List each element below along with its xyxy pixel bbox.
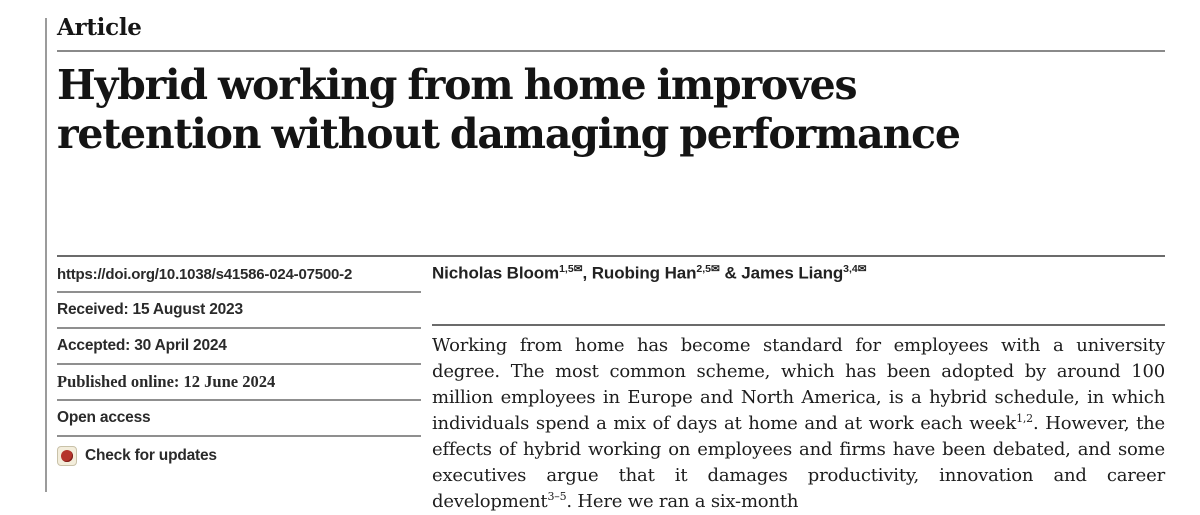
article-header (57, 0, 1165, 512)
article-kicker: Article (57, 14, 142, 41)
author-affil-1: 1,5 (559, 263, 574, 275)
email-icon-2[interactable]: ✉ (711, 263, 720, 275)
article-title (57, 61, 1107, 159)
author-affil-2: 2,5 (696, 263, 712, 275)
doi-link[interactable]: https://doi.org/10.1038/s41586-024-07500-2 (57, 257, 421, 293)
author-name-3: James Liang (741, 263, 844, 283)
published-online-date: Published online: 12 June 2024 (57, 365, 421, 401)
accepted-date: Accepted: 30 April 2024 (57, 329, 421, 365)
received-date: Received: 15 August 2023 (57, 293, 421, 329)
left-margin-rule (45, 18, 47, 492)
abstract-top-divider (432, 324, 1165, 326)
abstract-citation-1[interactable]: 1,2 (1016, 412, 1033, 425)
check-for-updates-label: Check for updates (85, 447, 217, 464)
author-name-1: Nicholas Bloom (432, 263, 560, 283)
abstract-citation-2[interactable]: 3–5 (547, 490, 567, 503)
author-affil-3: 3,4 (843, 263, 858, 275)
article-title-line1: Hybrid working from home improves (57, 61, 857, 109)
crossmark-icon (57, 446, 77, 466)
crossmark-dot (61, 450, 73, 462)
authors-separator-1: , (582, 263, 592, 283)
check-for-updates-button[interactable] (57, 437, 421, 475)
metadata-sidebar (57, 257, 421, 475)
abstract-paragraph (432, 333, 1165, 515)
abstract-text-3: . Here we ran a six-month (566, 491, 799, 512)
email-icon-3[interactable]: ✉ (857, 263, 867, 275)
abstract-text-1: Working from home has become standard for employees with a university degree. The most common scheme, which has been adopted by around 100 million employees in Europe and North America, is a hybrid schedule, in which individuals spend a mix of days at home and at work each week (432, 335, 1165, 434)
email-icon-1[interactable]: ✉ (573, 263, 583, 275)
author-name-2: Ruobing Han (591, 263, 697, 283)
open-access-label: Open access (57, 401, 421, 437)
article-title-line2: retention without damaging performance (57, 110, 960, 158)
authors-separator-2: & (719, 263, 742, 283)
abstract-text-2: . However, the effects of hybrid working on employees and firms have been debated, and some executives argue that it damages productivity, innovation and career development (432, 413, 1165, 512)
authors-line (432, 263, 1165, 284)
kicker-divider (57, 50, 1165, 52)
